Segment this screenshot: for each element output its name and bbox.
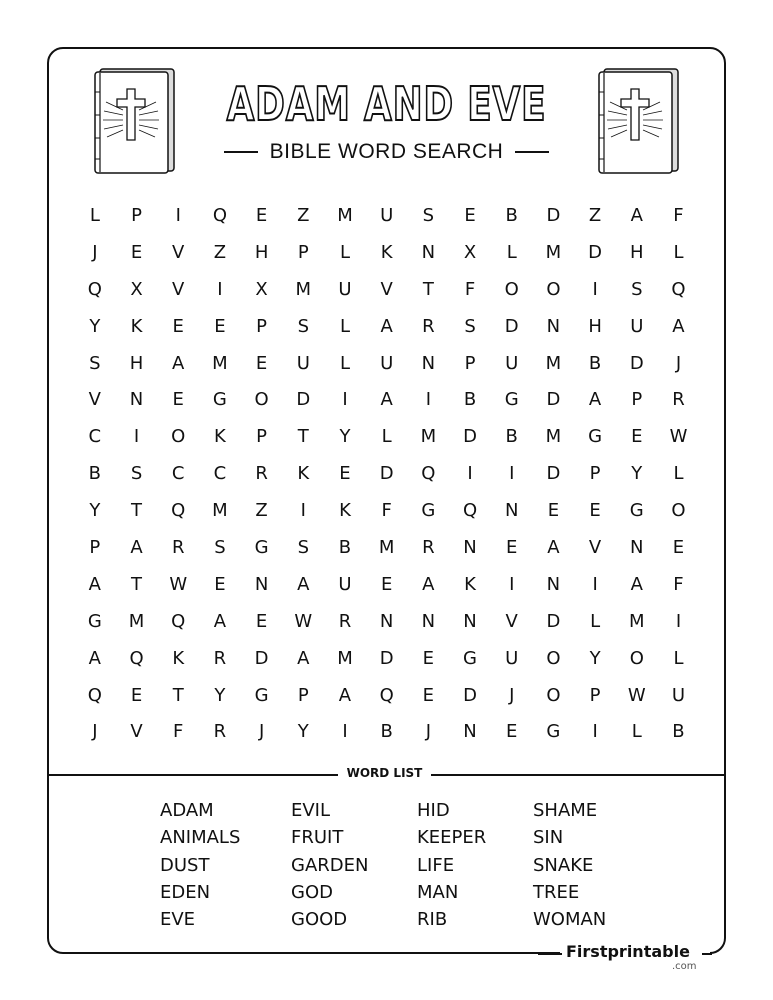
- grid-cell: W: [669, 426, 688, 448]
- grid-cell: A: [172, 352, 185, 374]
- grid-cell: V: [88, 389, 101, 411]
- grid-cell: T: [297, 426, 309, 448]
- grid-cell: H: [630, 241, 644, 263]
- grid-cell: D: [379, 647, 394, 669]
- grid-cell: L: [339, 241, 350, 263]
- grid-cell: U: [505, 647, 519, 669]
- grid-cell: N: [546, 315, 561, 337]
- grid-cell: A: [297, 573, 310, 595]
- grid-cell: B: [588, 352, 602, 374]
- grid-cell: A: [213, 610, 227, 632]
- grid-cell: E: [380, 573, 393, 595]
- grid-cell: Q: [129, 647, 144, 669]
- grid-cell: O: [546, 278, 561, 300]
- grid-cell: E: [547, 500, 560, 522]
- grid-cell: A: [630, 573, 643, 595]
- grid-cell: Q: [379, 684, 394, 706]
- word-list-item: EVIL: [291, 800, 331, 821]
- grid-cell: N: [421, 241, 436, 263]
- grid-cell: L: [673, 241, 684, 263]
- grid-cell: N: [463, 721, 477, 743]
- grid-cell: N: [546, 573, 561, 595]
- grid-cell: B: [672, 721, 685, 743]
- grid-cell: J: [509, 684, 515, 706]
- grid-cell: E: [130, 241, 143, 263]
- grid-cell: B: [505, 426, 518, 448]
- grid-cell: R: [422, 315, 435, 337]
- grid-cell: B: [380, 721, 393, 743]
- grid-cell: E: [255, 610, 268, 632]
- grid-cell: I: [675, 610, 682, 632]
- grid-cell: F: [673, 205, 684, 226]
- grid-cell: D: [546, 389, 561, 411]
- grid-cell: N: [129, 389, 144, 411]
- grid-cell: M: [212, 500, 228, 522]
- grid-cell: W: [169, 573, 188, 595]
- grid-cell: I: [217, 278, 223, 300]
- divider: [48, 774, 338, 776]
- grid-cell: O: [546, 647, 561, 669]
- subtitle-row: [0, 140, 773, 164]
- grid-cell: X: [130, 278, 143, 300]
- grid-cell: U: [630, 315, 644, 337]
- grid-cell: G: [546, 721, 561, 743]
- grid-cell: E: [506, 537, 518, 559]
- grid-cell: R: [213, 721, 227, 743]
- grid-cell: R: [171, 537, 185, 559]
- grid-cell: A: [130, 537, 143, 559]
- grid-cell: Z: [255, 500, 268, 522]
- grid-cell: L: [590, 610, 601, 632]
- grid-cell: H: [129, 352, 144, 374]
- grid-cell: Z: [213, 241, 227, 263]
- grid-cell: K: [130, 315, 143, 337]
- grid-cell: U: [671, 684, 686, 706]
- grid-cell: J: [92, 721, 98, 743]
- grid-cell: F: [381, 500, 392, 522]
- grid-cell: G: [588, 426, 603, 448]
- grid-cell: Q: [671, 278, 686, 300]
- grid-cell: D: [629, 352, 644, 374]
- brand-logo: Firstprintable: [566, 942, 690, 961]
- grid-cell: R: [422, 537, 435, 559]
- divider: [431, 774, 725, 776]
- grid-cell: I: [509, 573, 515, 595]
- grid-cell: G: [254, 537, 269, 559]
- grid-cell: M: [545, 426, 562, 448]
- grid-cell: M: [295, 278, 312, 300]
- subtitle: BIBLE WORD SEARCH: [269, 140, 504, 163]
- grid-cell: X: [255, 278, 268, 300]
- word-list: [160, 799, 653, 935]
- grid-cell: E: [255, 205, 268, 226]
- grid-cell: L: [506, 241, 517, 263]
- grid-cell: V: [588, 537, 602, 559]
- grid-cell: N: [463, 610, 477, 632]
- grid-cell: G: [421, 500, 436, 522]
- grid-cell: E: [422, 684, 435, 706]
- grid-cell: Q: [171, 610, 186, 632]
- grid-cell: J: [258, 721, 265, 743]
- word-list-item: GOOD: [291, 909, 348, 931]
- page-title: ADAM AND EVE: [226, 77, 547, 131]
- grid-cell: E: [214, 573, 226, 595]
- grid-cell: Z: [297, 205, 310, 226]
- grid-cell: O: [254, 389, 269, 411]
- grid-cell: V: [130, 721, 143, 743]
- grid-cell: G: [212, 389, 227, 411]
- grid-cell: K: [380, 241, 393, 263]
- grid-cell: P: [256, 315, 268, 337]
- word-list-item: WOMAN: [533, 909, 607, 931]
- grid-cell: S: [297, 537, 309, 559]
- grid-cell: E: [172, 389, 184, 411]
- divider: [702, 953, 712, 955]
- grid-cell: S: [89, 352, 101, 374]
- word-list-item: SIN: [533, 827, 564, 849]
- grid-cell: D: [504, 315, 519, 337]
- grid-cell: V: [380, 278, 393, 300]
- grid-cell: B: [338, 537, 352, 559]
- grid-cell: E: [589, 500, 601, 522]
- grid-cell: I: [175, 205, 181, 226]
- grid-cell: R: [672, 389, 685, 411]
- grid-cell: U: [338, 278, 352, 300]
- word-list-item: ADAM: [160, 800, 214, 821]
- grid-cell: D: [296, 389, 311, 411]
- grid-cell: A: [422, 573, 435, 595]
- grid-cell: P: [131, 205, 142, 226]
- word-list-item: MAN: [417, 881, 459, 903]
- grid-cell: I: [592, 721, 598, 743]
- grid-cell: M: [378, 537, 395, 559]
- grid-cell: V: [172, 241, 185, 263]
- grid-cell: V: [505, 610, 518, 632]
- grid-cell: M: [337, 647, 353, 669]
- grid-cell: S: [214, 537, 226, 559]
- grid-cell: Y: [214, 684, 226, 706]
- grid-cell: G: [87, 610, 102, 632]
- grid-cell: Y: [631, 463, 643, 485]
- grid-cell: S: [631, 278, 643, 300]
- grid-cell: X: [463, 241, 477, 263]
- grid-cell: D: [588, 241, 603, 263]
- word-list-item: LIFE: [417, 854, 455, 876]
- grid-cell: K: [297, 463, 310, 485]
- grid-cell: B: [463, 389, 477, 411]
- word-list-label: WORD LIST: [346, 766, 423, 780]
- grid-cell: N: [630, 537, 644, 559]
- grid-cell: K: [339, 500, 351, 522]
- grid-cell: M: [212, 352, 228, 374]
- grid-cell: N: [379, 610, 394, 632]
- grid-cell: Y: [89, 500, 101, 522]
- grid-cell: E: [672, 537, 685, 559]
- grid-cell: E: [130, 684, 143, 706]
- grid-cell: P: [89, 537, 101, 559]
- grid-cell: Y: [297, 721, 309, 743]
- grid-cell: G: [504, 389, 519, 411]
- grid-cell: T: [422, 278, 434, 300]
- grid-cell: A: [297, 647, 310, 669]
- grid-cell: E: [422, 647, 435, 669]
- word-list-item: SNAKE: [533, 854, 594, 876]
- grid-cell: I: [592, 278, 598, 300]
- grid-cell: L: [381, 426, 392, 448]
- grid-cell: E: [464, 205, 476, 226]
- word-list-item: EVE: [160, 909, 196, 931]
- grid-cell: N: [504, 500, 519, 522]
- grid-cell: L: [631, 721, 642, 743]
- grid-cell: F: [464, 278, 476, 300]
- grid-cell: I: [467, 463, 473, 485]
- grid-cell: A: [672, 315, 685, 337]
- grid-cell: A: [630, 205, 643, 226]
- word-list-item: RIB: [417, 909, 448, 931]
- grid-cell: U: [338, 573, 352, 595]
- grid-cell: O: [171, 426, 186, 448]
- grid-cell: S: [130, 463, 143, 485]
- grid-cell: R: [213, 647, 227, 669]
- grid-cell: T: [131, 573, 143, 595]
- grid-cell: S: [297, 315, 309, 337]
- grid-cell: V: [172, 278, 185, 300]
- grid-cell: W: [627, 684, 646, 706]
- word-list-item: HID: [417, 800, 450, 821]
- grid-cell: U: [380, 205, 394, 226]
- grid-cell: R: [255, 463, 268, 485]
- grid-cell: H: [254, 241, 269, 263]
- grid-cell: U: [505, 352, 519, 374]
- word-list-item: TREE: [533, 881, 580, 903]
- grid-cell: O: [504, 278, 519, 300]
- grid-cell: N: [421, 610, 436, 632]
- grid-cell: P: [297, 684, 309, 706]
- grid-cell: L: [339, 315, 350, 337]
- grid-cell: M: [545, 241, 562, 263]
- grid-cell: I: [425, 389, 431, 411]
- grid-cell: L: [673, 463, 684, 485]
- word-list-item: GARDEN: [291, 854, 369, 876]
- grid-cell: U: [380, 352, 394, 374]
- grid-cell: P: [464, 352, 476, 374]
- grid-cell: Q: [87, 278, 102, 300]
- grid-cell: D: [546, 610, 561, 632]
- grid-cell: C: [171, 463, 185, 485]
- grid-cell: Q: [87, 684, 102, 706]
- grid-cell: I: [592, 573, 598, 595]
- grid-cell: E: [506, 721, 518, 743]
- grid-cell: D: [463, 684, 477, 706]
- word-list-item: FRUIT: [291, 827, 344, 849]
- word-list-item: DUST: [160, 854, 210, 876]
- grid-cell: M: [629, 610, 645, 632]
- grid-cell: M: [545, 352, 562, 374]
- grid-cell: K: [172, 647, 185, 669]
- word-list-item: GOD: [291, 881, 333, 903]
- divider: [538, 953, 562, 955]
- grid-cell: A: [380, 315, 393, 337]
- grid-cell: Y: [339, 426, 351, 448]
- grid-cell: C: [88, 426, 102, 448]
- grid-cell: P: [589, 684, 601, 706]
- grid-cell: N: [463, 537, 477, 559]
- grid-cell: A: [88, 647, 101, 669]
- grid-cell: Y: [89, 315, 101, 337]
- grid-cell: A: [88, 573, 101, 595]
- grid-cell: F: [673, 573, 684, 595]
- grid-cell: D: [254, 647, 269, 669]
- grid-cell: L: [673, 647, 684, 669]
- letter-grid: [74, 198, 700, 751]
- grid-cell: Q: [171, 500, 186, 522]
- grid-cell: S: [464, 315, 476, 337]
- word-list-item: KEEPER: [417, 827, 487, 849]
- grid-cell: P: [631, 389, 643, 411]
- grid-cell: B: [88, 463, 102, 485]
- word-list-item: EDEN: [160, 881, 211, 903]
- grid-cell: I: [342, 389, 348, 411]
- grid-cell: D: [379, 463, 394, 485]
- word-list-item: ANIMALS: [160, 827, 241, 849]
- grid-cell: P: [297, 241, 309, 263]
- grid-cell: A: [338, 684, 352, 706]
- grid-cell: D: [546, 205, 561, 226]
- grid-cell: J: [425, 721, 431, 743]
- grid-cell: R: [338, 610, 352, 632]
- grid-cell: E: [339, 463, 351, 485]
- grid-cell: I: [133, 426, 140, 448]
- brand-domain: .com: [672, 961, 697, 972]
- grid-cell: Q: [462, 500, 478, 522]
- grid-cell: B: [505, 205, 518, 226]
- grid-cell: Q: [421, 463, 436, 485]
- divider: [224, 151, 258, 153]
- grid-cell: Y: [589, 647, 601, 669]
- grid-cell: U: [296, 352, 310, 374]
- grid-cell: A: [588, 389, 602, 411]
- grid-cell: S: [422, 205, 435, 226]
- divider: [515, 151, 549, 153]
- grid-cell: C: [213, 463, 227, 485]
- grid-cell: K: [214, 426, 226, 448]
- grid-cell: O: [671, 500, 686, 522]
- grid-cell: E: [214, 315, 226, 337]
- grid-cell: E: [631, 426, 643, 448]
- grid-cell: L: [339, 352, 350, 374]
- grid-cell: G: [629, 500, 644, 522]
- grid-cell: J: [675, 352, 682, 374]
- grid-cell: L: [89, 205, 100, 226]
- grid-cell: M: [337, 205, 353, 226]
- grid-cell: K: [464, 573, 476, 595]
- word-list-item: SHAME: [533, 800, 598, 821]
- grid-cell: Q: [212, 205, 227, 226]
- grid-cell: A: [547, 537, 560, 559]
- grid-cell: G: [254, 684, 269, 706]
- grid-cell: D: [546, 463, 561, 485]
- grid-cell: M: [128, 610, 145, 632]
- grid-cell: O: [546, 684, 561, 706]
- grid-cell: A: [380, 389, 393, 411]
- grid-cell: N: [421, 352, 436, 374]
- grid-cell: E: [255, 352, 268, 374]
- grid-cell: O: [629, 647, 644, 669]
- grid-cell: I: [509, 463, 515, 485]
- grid-cell: I: [342, 721, 348, 743]
- grid-cell: J: [92, 241, 98, 263]
- grid-cell: W: [294, 610, 313, 632]
- grid-cell: Z: [588, 205, 602, 226]
- grid-cell: G: [463, 647, 477, 669]
- grid-cell: P: [256, 426, 268, 448]
- grid-cell: F: [173, 721, 184, 743]
- grid-cell: M: [420, 426, 437, 448]
- grid-cell: D: [463, 426, 477, 448]
- grid-cell: P: [589, 463, 601, 485]
- grid-cell: N: [254, 573, 269, 595]
- grid-cell: E: [172, 315, 184, 337]
- grid-cell: T: [172, 684, 184, 706]
- grid-cell: T: [131, 500, 143, 522]
- grid-cell: I: [300, 500, 306, 522]
- grid-cell: H: [588, 315, 602, 337]
